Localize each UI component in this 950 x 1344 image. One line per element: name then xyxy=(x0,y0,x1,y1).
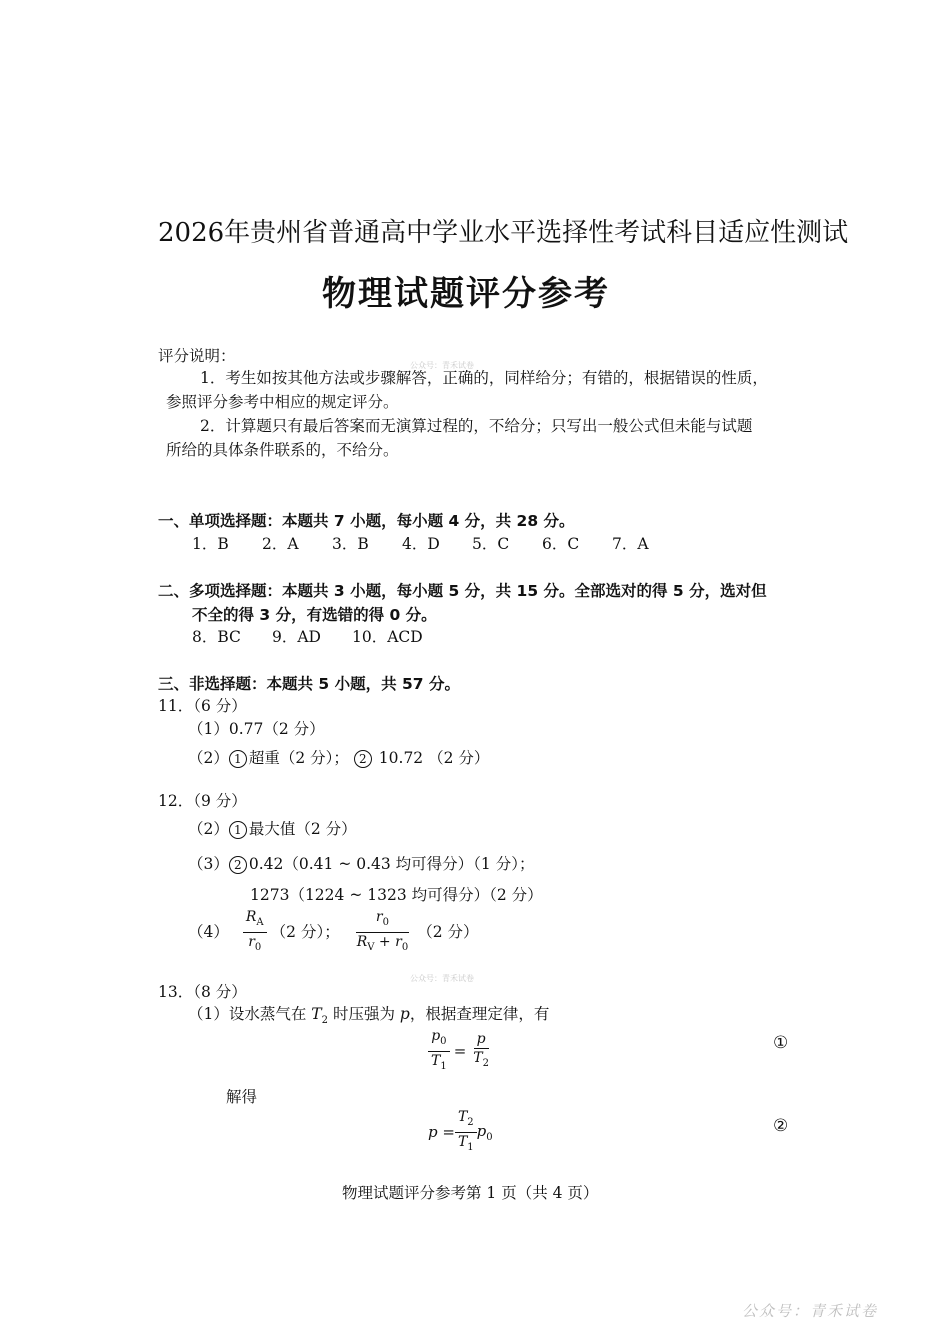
circled-number-2: 2 xyxy=(354,750,372,768)
frac-subscript: 2 xyxy=(467,1116,474,1128)
frac-subscript: 0 xyxy=(254,941,262,953)
q11-answer-a: 超重（2 分）； xyxy=(248,749,349,767)
part-number: （2） xyxy=(188,749,229,767)
section-3-heading: 三、非选择题：本题共 5 小题，共 57 分。 xyxy=(158,675,460,693)
equals-sign: = xyxy=(453,1042,467,1061)
answer-item: 5．C xyxy=(472,535,510,553)
fraction-p-over-t2 xyxy=(470,1030,492,1073)
equation-number-1: ① xyxy=(773,1033,789,1053)
corner-watermark: 公众号：青禾试卷 xyxy=(742,1302,879,1320)
frac-subscript: 0 xyxy=(440,1035,447,1047)
note-1-line-2: 参照评分参考中相应的规定评分。 xyxy=(166,393,399,411)
exam-title: 2026年贵州省普通高中学业水平选择性考试科目适应性测试 xyxy=(158,218,849,248)
fraction-r0-over-rv-plus-r0 xyxy=(354,908,411,957)
q12-label: 12．（9 分） xyxy=(158,792,247,810)
equation-number-2: ② xyxy=(773,1116,789,1136)
note-2-line-2: 所给的具体条件联系的，不给分。 xyxy=(166,441,399,459)
q12-part-3 xyxy=(188,853,534,875)
equation-1 xyxy=(428,1027,492,1076)
frac-subscript: A xyxy=(256,916,264,928)
note-2-line-1: 2．计算题只有最后答案而无演算过程的，不给分；只写出一般公式但未能与试题 xyxy=(200,417,753,435)
note-1-line-1: 1．考生如按其他方法或步骤解答，正确的，同样给分；有错的，根据错误的性质， xyxy=(200,369,768,387)
frac-symbol: p xyxy=(431,1028,441,1044)
q13-text-c: ，根据查理定律，有 xyxy=(409,1005,550,1023)
frac-subscript: V xyxy=(367,941,375,953)
frac-symbol: R xyxy=(356,933,368,950)
answer-item: 7．A xyxy=(612,535,649,553)
frac-subscript: 1 xyxy=(467,1141,474,1153)
circled-number-1: 1 xyxy=(229,821,247,839)
symbol-p: p xyxy=(399,1005,410,1023)
q12-part-4-score-2: （2 分） xyxy=(417,923,479,942)
eq2-tail xyxy=(477,1122,493,1143)
frac-subscript: 1 xyxy=(440,1060,447,1072)
q11-part-1: （1）0.77（2 分） xyxy=(188,720,325,738)
watermark-small: 公众号：青禾试卷 xyxy=(410,974,474,983)
q13-part-1-text xyxy=(188,1003,549,1032)
fraction-p0-over-t1 xyxy=(428,1027,450,1076)
section-2-answers xyxy=(192,626,442,648)
frac-symbol: T xyxy=(431,1052,441,1069)
page-footer: 物理试题评分参考第 1 页（共 4 页） xyxy=(342,1184,599,1202)
q13-text-b: 时压强为 xyxy=(328,1005,400,1023)
subscript: 0 xyxy=(486,1131,493,1143)
q12-part-3-text: 0.42（0.41 ~ 0.43 均可得分）（1 分）； xyxy=(248,855,535,873)
q13-label: 13．（8 分） xyxy=(158,983,247,1001)
watermark-small: 公众号：青禾试卷 xyxy=(410,361,474,370)
frac-symbol: R xyxy=(245,909,257,925)
fraction-t2-over-t1 xyxy=(455,1108,477,1157)
frac-symbol: T xyxy=(457,1109,468,1125)
subscript: 2 xyxy=(321,1015,329,1027)
part-number: （2） xyxy=(188,820,229,838)
part-number: （4） xyxy=(188,923,229,942)
q12-part-3-line-2: 1273（1224 ~ 1323 均可得分）（2 分） xyxy=(250,886,543,904)
frac-subscript: 0 xyxy=(382,916,389,928)
answer-item: 6．C xyxy=(542,535,580,553)
frac-symbol: T xyxy=(457,1133,468,1150)
answer-item: 9．AD xyxy=(272,628,321,646)
q11-part-2 xyxy=(188,747,489,769)
notes-heading: 评分说明： xyxy=(158,347,236,365)
section-1-answers xyxy=(192,533,682,555)
symbol-p: p xyxy=(476,1121,487,1140)
q13-text-a: （1）设水蒸气在 xyxy=(188,1005,312,1023)
answer-item: 4．D xyxy=(402,535,440,553)
frac-symbol: p xyxy=(476,1030,486,1047)
frac-subscript: 0 xyxy=(401,941,409,953)
part-number: （3） xyxy=(188,855,229,873)
solve-label: 解得 xyxy=(226,1088,258,1106)
document-subtitle: 物理试题评分参考 xyxy=(322,274,610,314)
answer-item: 3．B xyxy=(332,535,369,553)
answer-item: 2．A xyxy=(262,535,299,553)
fraction-ra-over-r0 xyxy=(243,908,267,957)
q11-answer-b: 10.72 （2 分） xyxy=(378,749,490,767)
eq2-lhs: p = xyxy=(428,1123,455,1142)
section-2-heading-line-1: 二、多项选择题：本题共 3 小题，每小题 5 分，共 15 分。全部选对的得 5 分，选对但 xyxy=(158,582,767,600)
frac-subscript: 2 xyxy=(482,1057,490,1069)
answer-item: 8．BC xyxy=(192,628,241,646)
symbol-t: T xyxy=(311,1005,322,1023)
frac-symbol: r xyxy=(375,909,383,925)
frac-symbol: + r xyxy=(374,933,402,950)
q12-part-2 xyxy=(188,818,357,840)
q12-part-4-score-1: （2 分）； xyxy=(270,923,340,942)
circled-number-1: 1 xyxy=(229,750,247,768)
q12-part-2-text: 最大值（2 分） xyxy=(248,820,357,838)
answer-item: 1．B xyxy=(192,535,229,553)
circled-number-2: 2 xyxy=(229,856,247,874)
q11-label: 11．（6 分） xyxy=(158,697,247,715)
answer-item: 10．ACD xyxy=(352,628,423,646)
equation-2 xyxy=(428,1108,493,1157)
section-2-heading-line-2: 不全的得 3 分，有选错的得 0 分。 xyxy=(192,606,437,624)
frac-symbol: r xyxy=(248,933,255,950)
q12-part-4 xyxy=(188,908,478,957)
section-1-heading: 一、单项选择题：本题共 7 小题，每小题 4 分，共 28 分。 xyxy=(158,512,575,530)
frac-symbol: T xyxy=(473,1049,483,1066)
